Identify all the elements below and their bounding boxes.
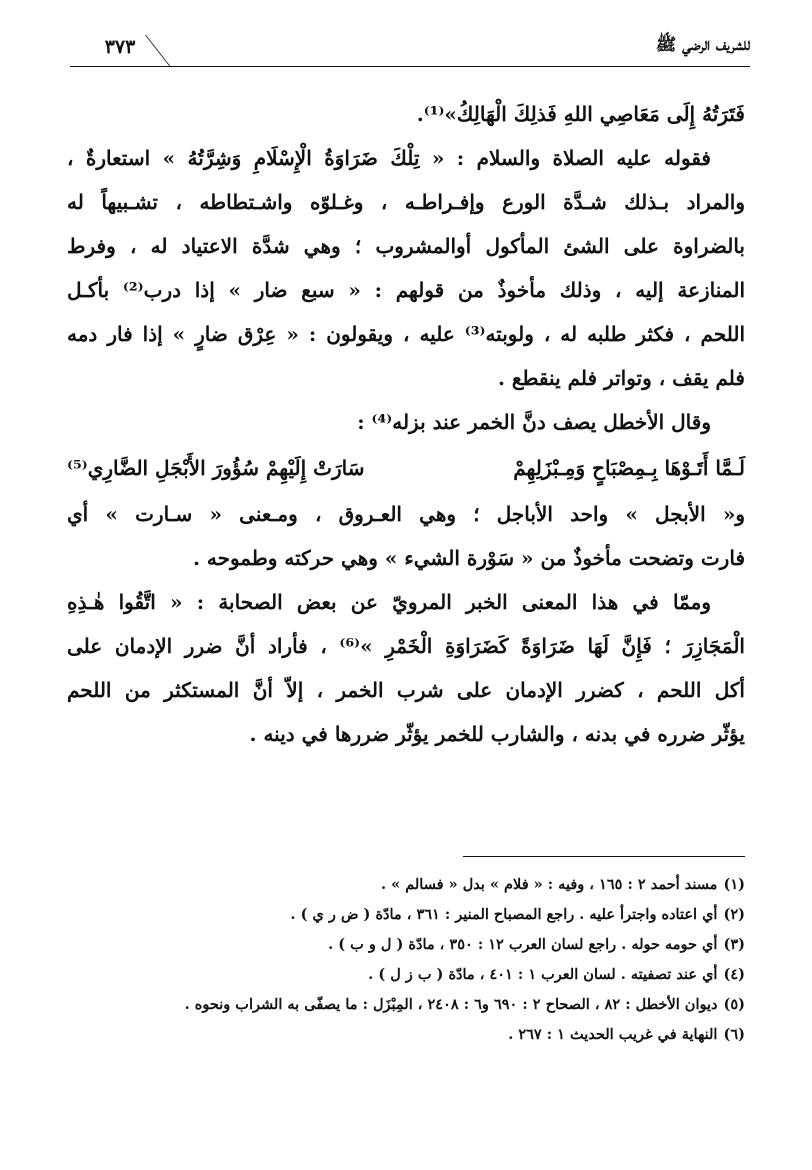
footnote-number: (٦): [723, 1026, 745, 1043]
footnote: [67, 990, 745, 1020]
footnote: [67, 870, 745, 900]
text-line: فلم يقف ، وتواتر فلم ينقطع .: [497, 366, 745, 390]
text-line: فَتَرَتُهُ إِلَى مَعَاصِي اللهِ فَذلِكَ الْهَالِكُ»⁽¹⁾.: [416, 102, 745, 126]
poem-second-hemistich: سَارَتْ إِلَيْهِمْ سُؤُورَ الأَبْجَلِ الضَّارِي⁽⁵⁾: [67, 456, 365, 480]
text-line: الْمَجَازِرَ ؛ فَإِنَّ لَهَا ضَرَاوَةً كَضَرَاوَةِ الْخَمْرِ »⁽⁶⁾ ، فأراد أنَّ ضرر الإدمان على: [67, 634, 745, 658]
text-line: بالضراوة على الشئ المأكول أوالمشروب ؛ وهي شدَّة الاعتياد له ، وفرط: [67, 234, 745, 258]
footnote-text: أي اعتاده واجترأ عليه . راجع المصباح المنير : ٣٦١ ، مادّة ( ض ر ي ) .: [290, 906, 718, 923]
footnote: [67, 900, 745, 930]
page-number-rule: [70, 66, 188, 67]
text-line: والمراد بـذلك شـدَّة الورع وإفـراطـه ، وغـلوّه واشـتطاطه ، تشـبيهاً له: [67, 190, 745, 214]
text-line: يؤثّر ضرره في بدنه ، والشارب للخمر يؤثّر ضررها في دينه .: [249, 722, 745, 746]
footnote-text: النهاية في غريب الحديث ١ : ٢٦٧ .: [508, 1026, 718, 1043]
text-line: المنازعة إليه ، وذلك مأخوذٌ من قولهم : « سبع ضار » إذا درب⁽²⁾ بأكـل: [67, 278, 745, 302]
footnote-text: أي عند تصفيته . لسان العرب ١ : ٤٠١ ، مادّة ( ب ز ل ) .: [368, 966, 718, 983]
running-header-title: للشريف الرضي ﷺ: [655, 35, 750, 55]
footnote-number: (٥): [723, 996, 745, 1013]
text-line: فارت وتضحت مأخوذٌ من « سَوْرة الشيء » وهي حركته وطموحه .: [192, 546, 745, 570]
text-line: و« الأبجل » واحد الأباجل ؛ وهي العـروق ، ومـعنى « سـارت » أي: [67, 502, 745, 526]
main-text: [67, 92, 745, 756]
footnote-number: (٤): [723, 966, 745, 983]
footnote: [67, 930, 745, 960]
running-header: [70, 28, 750, 68]
footnote: [67, 960, 745, 990]
footnote-text: أي حومه حوله . راجع لسان العرب ١٢ : ٣٥٠ ، مادّة ( ل و ب ) .: [328, 936, 718, 953]
text-line: وقال الأخطل يصف دنَّ الخمر عند بزله⁽⁴⁾ :: [357, 410, 711, 434]
footnote-number: (٢): [723, 906, 745, 923]
footnote-number: (٣): [723, 936, 745, 953]
text-line: وممّا في هذا المعنى الخبر المرويّ عن بعض الصحابة : « اتَّقُوا هٰـذِهِ: [67, 590, 711, 614]
footnote-text: مسند أحمد ٢ : ١٦٥ ، وفيه : « فلام » بدل « فسالم » .: [381, 876, 718, 893]
poem-first-hemistich: لَـمَّا أَتَـوْهَا بِـمِصْبَاحٍ وَمِـبْزَلِهِمْ: [513, 456, 745, 480]
text-line: اللحم ، فكثر طلبه له ، ولوبته⁽³⁾ عليه ، ويقولون : « عِرْق ضارٍ » إذا فار دمه: [67, 322, 745, 346]
text-line: أكل اللحم ، كضرر الإدمان على شرب الخمر ، إلاّ أنَّ المستكثر من اللحم: [67, 678, 745, 702]
page-number: ٣٧٣: [104, 36, 136, 58]
poem-verse: [67, 444, 745, 492]
footnote-separator: [463, 856, 745, 857]
footnotes: [67, 870, 745, 1050]
footnote: [67, 1020, 745, 1050]
text-line: فقوله عليه الصلاة والسلام : « تِلْكَ ضَرَاوَةُ الْإِسْلَامِ وَشِرَّتُهُ » استعارةٌ ،: [67, 146, 711, 170]
footnote-number: (١): [723, 876, 745, 893]
header-rule: [170, 66, 750, 67]
footnote-text: ديوان الأخطل : ٨٢ ، الصحاح ٢ : ٦٩٠ و٦ : ٢٤٠٨ ، المِبْزَل : ما يصفّى به الشراب ونحوه .: [184, 996, 718, 1013]
